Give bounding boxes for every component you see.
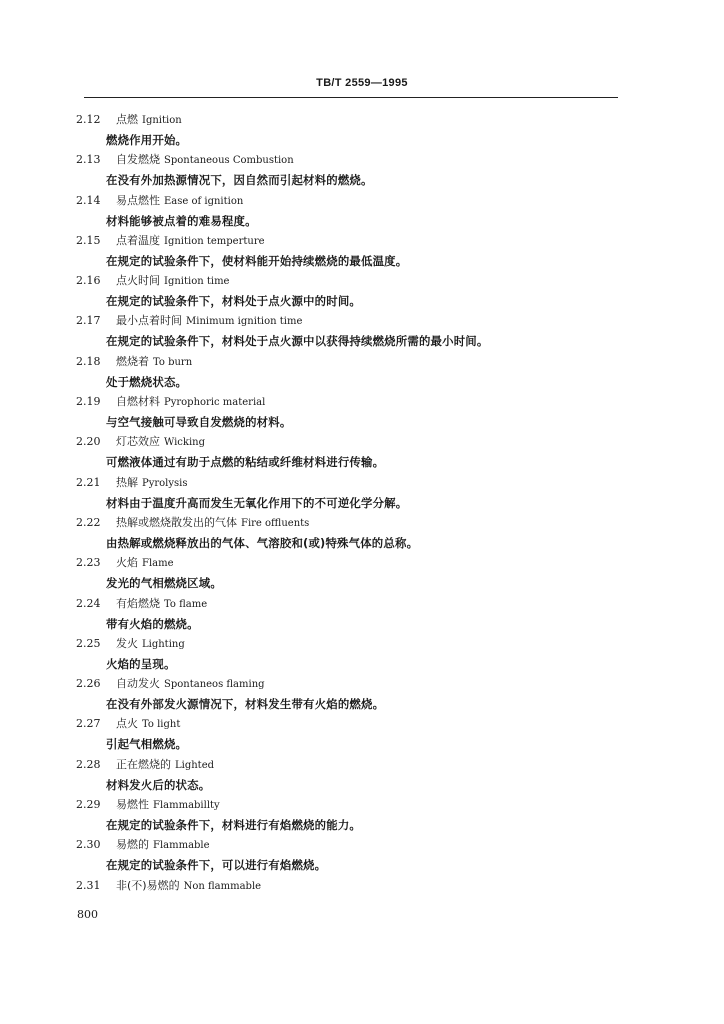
term-heading xyxy=(76,311,302,331)
term-heading xyxy=(76,432,205,452)
term-entry xyxy=(76,553,656,593)
term-entry xyxy=(76,634,656,674)
term-entry xyxy=(76,594,656,634)
term-heading xyxy=(76,755,214,775)
term-chinese: 点火时间 xyxy=(116,274,160,288)
clause-number: 2.30 xyxy=(76,838,101,852)
term-english: Spontaneous Combustion xyxy=(164,155,294,167)
term-chinese: 热解 xyxy=(116,475,138,489)
term-english: Pyrolysis xyxy=(142,477,188,489)
term-heading xyxy=(76,553,174,573)
term-chinese: 有焰燃烧 xyxy=(116,596,160,610)
term-heading xyxy=(76,513,309,533)
term-definition: 材料发火后的状态。 xyxy=(106,777,211,792)
clause-number: 2.14 xyxy=(76,193,101,207)
term-heading xyxy=(76,352,192,372)
clause-number: 2.15 xyxy=(76,233,101,247)
term-entry xyxy=(76,231,656,271)
term-entry xyxy=(76,876,656,916)
term-english: Flammabillty xyxy=(153,800,220,812)
clause-number: 2.19 xyxy=(76,395,101,409)
term-chinese: 点着温度 xyxy=(116,233,160,247)
term-definition: 在规定的试验条件下，材料处于点火源中以获得持续燃烧所需的最小时间。 xyxy=(106,334,489,349)
term-entry xyxy=(76,110,656,150)
term-english: Ignition xyxy=(142,115,182,126)
term-english: To light xyxy=(142,719,181,731)
term-definition: 在规定的试验条件下，可以进行有焰燃烧。 xyxy=(106,858,327,873)
term-definition: 引起气相燃烧。 xyxy=(106,737,188,752)
term-chinese: 正在燃烧的 xyxy=(116,757,171,771)
term-list xyxy=(76,110,656,916)
term-heading xyxy=(76,473,188,493)
term-english: Non flammable xyxy=(183,880,262,892)
term-entry xyxy=(76,714,656,754)
term-definition: 发光的气相燃烧区域。 xyxy=(106,576,222,591)
document-header: TB/T 2559—1995 xyxy=(316,77,408,89)
term-chinese: 易点燃性 xyxy=(116,193,160,207)
term-english: Minimum ignition time xyxy=(186,316,303,328)
term-definition: 火焰的呈现。 xyxy=(106,656,176,671)
clause-number: 2.25 xyxy=(76,636,101,650)
term-definition: 在规定的试验条件下，材料处于点火源中的时间。 xyxy=(106,294,361,309)
term-entry xyxy=(76,352,656,392)
term-chinese: 自动发火 xyxy=(116,677,160,691)
clause-number: 2.13 xyxy=(76,153,101,167)
term-heading xyxy=(76,594,207,614)
term-chinese: 非(不)易燃的 xyxy=(116,878,180,892)
term-english: Flame xyxy=(142,558,174,570)
term-heading xyxy=(76,392,265,412)
term-definition: 在规定的试验条件下，使材料能开始持续燃烧的最低温度。 xyxy=(106,253,408,268)
term-heading xyxy=(76,191,243,211)
term-chinese: 点火 xyxy=(116,717,138,731)
term-english: Lighted xyxy=(175,759,215,771)
clause-number: 2.21 xyxy=(76,475,101,489)
term-chinese: 自发燃烧 xyxy=(116,153,160,167)
term-heading xyxy=(76,231,265,251)
term-english: Lighting xyxy=(142,638,185,650)
term-entry xyxy=(76,150,656,190)
clause-number: 2.31 xyxy=(76,878,101,892)
term-chinese: 自燃材料 xyxy=(116,395,160,409)
term-entry xyxy=(76,795,656,835)
term-english: Wicking xyxy=(164,437,206,449)
term-english: Ignition time xyxy=(164,276,230,288)
term-chinese: 易燃性 xyxy=(116,798,149,812)
term-entry xyxy=(76,674,656,714)
clause-number: 2.27 xyxy=(76,717,101,731)
term-entry xyxy=(76,271,656,311)
term-entry xyxy=(76,473,656,513)
term-chinese: 灯芯效应 xyxy=(116,435,160,449)
term-definition: 材料由于温度升高而发生无氧化作用下的不可逆化学分解。 xyxy=(106,495,408,510)
term-definition: 由热解或燃烧释放出的气体、气溶胶和(或)特殊气体的总称。 xyxy=(106,535,419,550)
term-chinese: 点燃 xyxy=(116,113,138,126)
term-definition: 可燃液体通过有助于点燃的粘结或纤维材料进行传输。 xyxy=(106,455,385,470)
term-heading xyxy=(76,674,265,694)
term-english: Ignition temperture xyxy=(164,235,265,247)
term-definition: 燃烧作用开始。 xyxy=(106,133,188,147)
clause-number: 2.29 xyxy=(76,798,101,812)
term-chinese: 燃烧着 xyxy=(116,354,149,368)
clause-number: 2.23 xyxy=(76,556,101,570)
term-definition: 带有火焰的燃烧。 xyxy=(106,616,199,631)
term-chinese: 最小点着时间 xyxy=(116,314,182,328)
term-entry xyxy=(76,513,656,553)
term-definition: 在规定的试验条件下，材料进行有焰燃烧的能力。 xyxy=(106,818,361,833)
term-heading xyxy=(76,271,229,291)
term-english: Pyrophoric material xyxy=(164,397,266,409)
term-definition: 在没有外部发火源情况下，材料发生带有火焰的燃烧。 xyxy=(106,697,385,712)
term-entry xyxy=(76,392,656,432)
clause-number: 2.18 xyxy=(76,354,101,368)
term-definition: 与空气接触可导致自发燃烧的材料。 xyxy=(106,415,292,430)
term-entry xyxy=(76,311,656,351)
term-definition: 材料能够被点着的难易程度。 xyxy=(106,213,257,228)
term-english: To flame xyxy=(164,598,208,610)
term-chinese: 热解或燃烧散发出的气体 xyxy=(116,515,237,529)
header-rule xyxy=(84,97,618,98)
term-heading xyxy=(76,876,261,896)
term-heading xyxy=(76,714,180,734)
term-entry xyxy=(76,432,656,472)
term-heading xyxy=(76,634,185,654)
clause-number: 2.26 xyxy=(76,677,101,691)
term-heading xyxy=(76,110,182,130)
term-entry xyxy=(76,191,656,231)
term-definition: 处于燃烧状态。 xyxy=(106,374,188,389)
clause-number: 2.12 xyxy=(76,113,101,126)
term-entry xyxy=(76,835,656,875)
clause-number: 2.24 xyxy=(76,596,101,610)
clause-number: 2.16 xyxy=(76,274,101,288)
clause-number: 2.28 xyxy=(76,757,101,771)
term-english: Fire offluents xyxy=(241,517,310,529)
term-heading xyxy=(76,795,220,815)
term-definition: 在没有外加热源情况下，因自然而引起材料的燃烧。 xyxy=(106,173,373,188)
term-english: Ease of ignition xyxy=(164,195,244,207)
clause-number: 2.17 xyxy=(76,314,101,328)
clause-number: 2.22 xyxy=(76,515,101,529)
term-english: Spontaneos flaming xyxy=(164,679,265,691)
term-entry xyxy=(76,755,656,795)
term-chinese: 火焰 xyxy=(116,556,138,570)
page-number: 800 xyxy=(77,908,98,921)
term-chinese: 易燃的 xyxy=(116,838,149,852)
term-heading xyxy=(76,150,294,170)
term-english: To burn xyxy=(153,356,193,368)
clause-number: 2.20 xyxy=(76,435,101,449)
term-chinese: 发火 xyxy=(116,636,138,650)
term-english: Flammable xyxy=(153,840,210,852)
term-heading xyxy=(76,835,210,855)
